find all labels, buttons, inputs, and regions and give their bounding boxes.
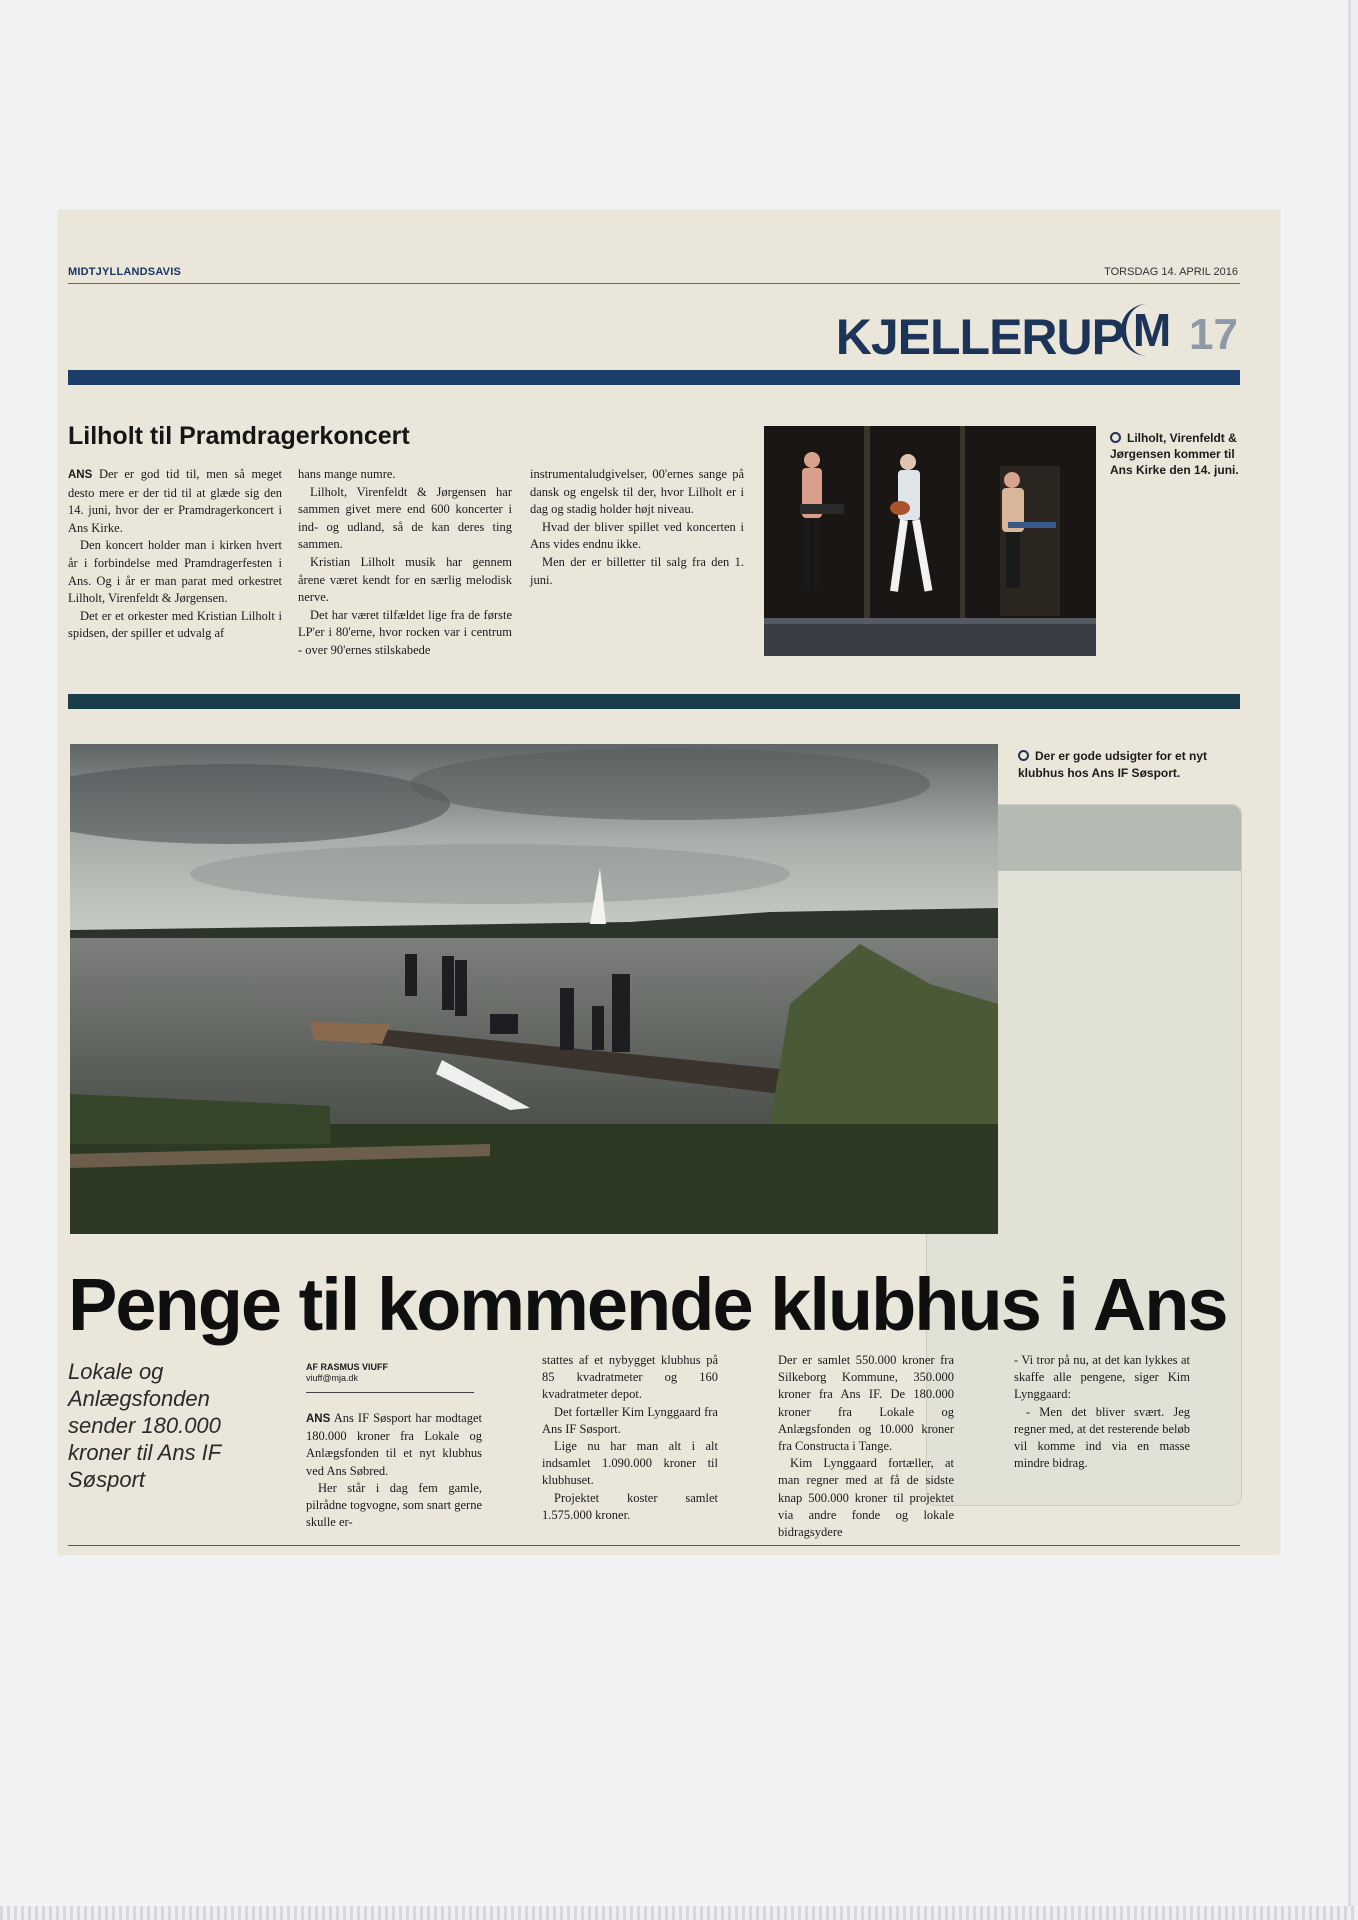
newspaper-name: MIDTJYLLANDSAVIS: [68, 266, 182, 278]
article2-headline: Penge til kommende klubhus i Ans: [68, 1263, 1227, 1346]
article2-paragraph: Kim Lynggaard fortæller, at man regner med at få de sidste knap 500.000 kroner til projektet via andre fonde og lokale bidragsydere: [778, 1456, 954, 1540]
concert-photo: [764, 426, 1096, 656]
article2-paragraph: stattes af et nybygget klubhus på 85 kvadratmeter og 160 kvadratmeter depot.: [542, 1353, 718, 1402]
article1-paragraph: Kristian Lilholt musik har gennem årene været kendt for en særlig melodisk nerve.: [298, 554, 512, 605]
article1-paragraph: instrumentaludgivelser, 00'ernes sange på dansk og engelsk til der, hvor Lilholt er i dag og stadig holder højt niveau.: [530, 467, 744, 517]
section-title: KJELLERUP: [835, 309, 1124, 365]
concert-caption-text: Lilholt, Virenfeldt & Jørgensen kommer til Ans Kirke den 14. juni.: [1110, 431, 1239, 477]
concert-photo-image: [764, 426, 1096, 656]
lake-caption-text: Der er gode udsigter for et nyt klubhus hos Ans IF Søsport.: [1018, 749, 1208, 780]
article1-paragraph: Hvad der bliver spillet ved koncerten i Ans vides endnu ikke.: [530, 519, 744, 552]
page-number: 17: [1189, 310, 1238, 359]
article2-paragraph: Her står i dag fem gamle, pilrådne togvogne, som snart gerne skulle er-: [306, 1480, 482, 1530]
article1-paragraph: Den koncert holder man i kirken hvert år i forbindelse med Pramdragerfesten i Ans. Og i år er man parat med orkestret Lilholt, Virenfeldt & Jørgensen.: [68, 538, 282, 606]
article2-paragraph: Projektet koster samlet 1.575.000 kroner.: [542, 1490, 718, 1522]
article2-column-3: [778, 1352, 954, 1541]
concert-photo-caption: [1110, 430, 1250, 478]
divider-band: [68, 694, 1240, 709]
article2-paragraph: Det fortæller Kim Lynggaard fra Ans IF Søsport.: [542, 1404, 718, 1436]
article2-paragraph: - Men det bliver svært. Jeg regner med, at det resterende beløb vil komme ind via en masse mindre bidrag.: [1014, 1404, 1190, 1471]
article2-paragraph: Lige nu har man alt i alt indsamlet 1.090.000 kroner til klubhuset.: [542, 1439, 718, 1488]
article1-headline: Lilholt til Pramdragerkoncert: [68, 422, 410, 450]
article2-column-2: [542, 1352, 718, 1524]
caption-bullet-icon: [1110, 432, 1121, 443]
byline: [306, 1362, 474, 1393]
article1-column-1: [68, 466, 282, 643]
newspaper-clipping: [58, 210, 1280, 1555]
article2-column-4: [1014, 1352, 1190, 1472]
section-band: [68, 370, 1240, 385]
byline-email: viuff@mja.dk: [306, 1373, 358, 1383]
lake-photo: [70, 744, 998, 1234]
article2-paragraph: Der er samlet 550.000 kroner fra Silkeborg Kommune, 350.000 kroner fra Ans IF. De 180.000 kroner fra Lokale og Anlægsfonden og 10.000 kroner fra Constructa i Tange.: [778, 1353, 954, 1454]
byline-author: AF RASMUS VIUFF: [306, 1362, 388, 1372]
article2-paragraph: Ans IF Søsport har modtaget 180.000 kroner fra Lokale og Anlægsfonden til et nyt klubhus ved Ans Søbred.: [306, 1411, 482, 1478]
article1-paragraph: Det har været tilfældet lige fra de første LP'er i 80'erne, hvor rocken var i centrum - over 90'ernes stilskabede: [298, 607, 512, 657]
article2-subhead: Lokale og Anlægsfonden sender 180.000 kroner til Ans IF Søsport: [68, 1359, 221, 1492]
issue-date: TORSDAG 14. APRIL 2016: [1104, 266, 1238, 278]
lake-photo-caption: [1018, 748, 1248, 782]
caption-bullet-icon: [1018, 750, 1029, 761]
article1-column-3: [530, 466, 744, 589]
article2-paragraph: - Vi tror på nu, at det kan lykkes at skaffe alle pengene, siger Kim Lynggaard:: [1014, 1353, 1190, 1402]
article1-paragraph: hans mange numre.: [298, 467, 396, 481]
newspaper-logo-icon: M: [1121, 304, 1178, 356]
article1-paragraph: Det er et orkester med Kristian Lilholt i spidsen, der spiller et udvalg af: [68, 608, 282, 641]
article1-paragraph: Men der er billetter til salg fra den 1. juni.: [530, 554, 744, 587]
header-rule: [68, 283, 1240, 284]
article1-column-2: [298, 466, 512, 660]
article2-lead-word: ANS: [306, 1413, 331, 1425]
bottom-rule: [68, 1545, 1240, 1546]
article1-paragraph: Lilholt, Virenfeldt & Jørgensen har sammen givet mere end 600 koncerter i ind- og udland, så de kan deres ting sammen.: [298, 484, 512, 552]
article1-lead-word: ANS: [68, 469, 93, 481]
article1-paragraph: Der er god tid til, men så meget desto mere er der tid til at glæde sig den 14. juni, hvor der er Pramdragerkoncert i Ans Kirke.: [68, 467, 283, 535]
lake-photo-image: [70, 744, 998, 1234]
scanner-edge-strip: [0, 1906, 1358, 1920]
article2-column-1: [306, 1410, 482, 1531]
